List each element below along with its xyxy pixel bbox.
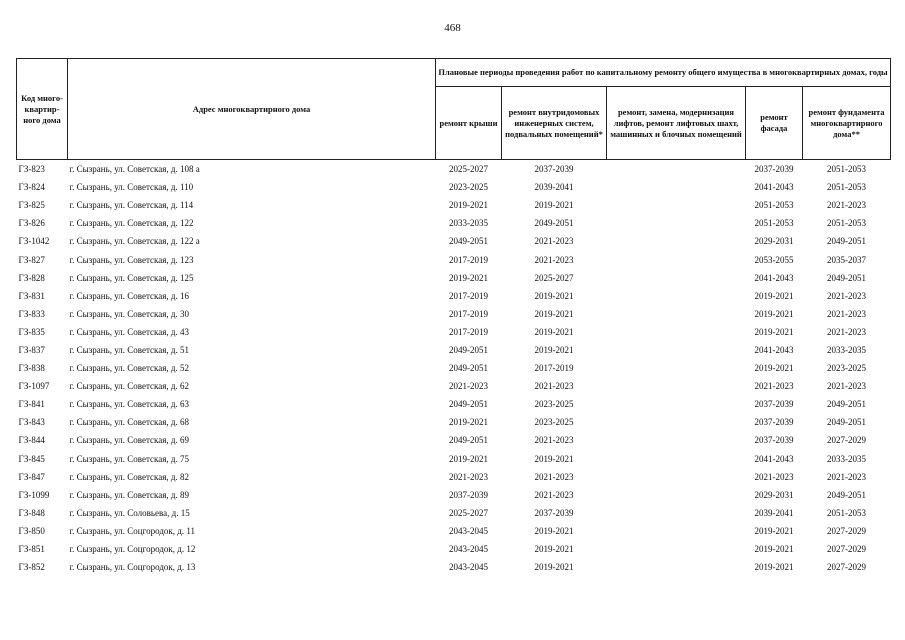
cell-elevator [607, 558, 746, 576]
cell-foundation: 2021-2023 [827, 290, 867, 301]
cell-internal: 2021-2023 [534, 236, 574, 247]
cell-code: ГЗ-845 [18, 453, 45, 464]
cell-code: ГЗ-1099 [18, 489, 50, 500]
cell-foundation: 2049-2051 [827, 272, 867, 283]
cell-elevator [607, 468, 746, 486]
cell-facade: 2051-2053 [754, 200, 794, 211]
cell-facade: 2037-2039 [754, 399, 794, 410]
cell-code: ГЗ-1097 [18, 381, 50, 392]
cell-roof: 2037-2039 [449, 489, 488, 500]
cell-foundation: 2051-2053 [803, 160, 891, 179]
cell-facade: 2053-2055 [754, 254, 794, 265]
cell-roof: 2049-2051 [449, 435, 488, 446]
cell-foundation: 2033-2035 [827, 453, 867, 464]
cell-address: г. Сызрань, ул. Соцгородок, д. 11 [69, 525, 196, 536]
cell-roof: 2019-2021 [449, 200, 488, 211]
header-roof: ремонт крыши [436, 87, 502, 160]
cell-foundation: 2021-2023 [827, 471, 867, 482]
cell-elevator [607, 341, 746, 359]
cell-address: г. Сызрань, ул. Советская, д. 51 [69, 344, 189, 355]
table-row [17, 431, 891, 449]
cell-foundation: 2051-2053 [827, 507, 867, 518]
cell-roof: 2017-2019 [449, 308, 488, 319]
cell-code: ГЗ-844 [18, 435, 45, 446]
cell-foundation: 2027-2029 [827, 562, 867, 573]
cell-internal: 2019-2021 [534, 290, 574, 301]
cell-elevator [607, 305, 746, 323]
cell-facade: 2041-2043 [754, 453, 794, 464]
cell-facade: 2051-2053 [754, 218, 794, 229]
cell-code: ГЗ-827 [18, 254, 45, 265]
cell-roof: 2025-2027 [449, 507, 488, 518]
header-elevator: ремонт, замена, модернизация лифтов, ремонт лифтовых шахт, машинных и блочных помещений [607, 87, 746, 160]
cell-internal: 2021-2023 [534, 471, 574, 482]
cell-foundation: 2035-2037 [827, 254, 867, 265]
cell-internal: 2049-2051 [534, 218, 574, 229]
cell-address: г. Сызрань, ул. Советская, д. 52 [69, 363, 189, 374]
cell-elevator [607, 196, 746, 214]
cell-address: г. Сызрань, ул. Советская, д. 62 [69, 381, 189, 392]
cell-code: ГЗ-838 [18, 363, 45, 374]
table-row [17, 287, 891, 305]
cell-roof: 2021-2023 [449, 381, 488, 392]
cell-code: ГЗ-843 [18, 417, 45, 428]
cell-roof: 2043-2045 [449, 525, 488, 536]
cell-elevator [607, 522, 746, 540]
cell-address: г. Сызрань, ул. Советская, д. 69 [69, 435, 189, 446]
table-row [17, 450, 891, 468]
cell-foundation: 2049-2051 [827, 489, 867, 500]
cell-code: ГЗ-828 [18, 272, 45, 283]
table-row [17, 486, 891, 504]
cell-foundation: 2021-2023 [827, 381, 867, 392]
cell-address: г. Сызрань, ул. Советская, д. 82 [69, 471, 189, 482]
cell-code: ГЗ-841 [18, 399, 45, 410]
page-number: 468 [444, 22, 461, 34]
header-internal: ремонт внутридомовых инженерных систем, подвальных помещений* [502, 87, 607, 160]
cell-facade: 2041-2043 [754, 272, 794, 283]
cell-address: г. Сызрань, ул. Советская, д. 89 [69, 489, 189, 500]
cell-elevator [607, 431, 746, 449]
table-row [17, 359, 891, 377]
cell-internal: 2019-2021 [534, 344, 574, 355]
cell-internal: 2019-2021 [534, 562, 574, 573]
cell-foundation: 2049-2051 [827, 399, 867, 410]
cell-elevator [607, 413, 746, 431]
cell-roof: 2049-2051 [449, 344, 488, 355]
cell-address: г. Сызрань, ул. Соцгородок, д. 12 [69, 544, 196, 555]
cell-facade: 2037-2039 [754, 435, 794, 446]
cell-internal: 2019-2021 [534, 525, 574, 536]
cell-facade: 2021-2023 [754, 471, 794, 482]
cell-internal: 2021-2023 [534, 435, 574, 446]
cell-roof: 2043-2045 [449, 562, 488, 573]
cell-elevator [607, 377, 746, 395]
table-row [17, 214, 891, 232]
cell-roof: 2019-2021 [449, 272, 488, 283]
cell-internal: 2039-2041 [534, 182, 574, 193]
table-row [17, 504, 891, 522]
cell-elevator [607, 214, 746, 232]
cell-foundation: 2049-2051 [827, 417, 867, 428]
capital-repair-schedule-table [16, 58, 891, 576]
header-group: Плановые периоды проведения работ по капитальному ремонту общего имущества в многоквартирных домах, годы [436, 59, 891, 87]
cell-roof: 2017-2019 [449, 290, 488, 301]
cell-code: ГЗ-848 [18, 507, 45, 518]
cell-roof: 2019-2021 [449, 453, 488, 464]
cell-internal: 2019-2021 [534, 544, 574, 555]
cell-roof: 2025-2027 [436, 160, 502, 179]
cell-elevator [607, 395, 746, 413]
cell-facade: 2037-2039 [754, 417, 794, 428]
cell-facade: 2041-2043 [754, 344, 794, 355]
cell-facade: 2019-2021 [754, 544, 794, 555]
cell-elevator [607, 323, 746, 341]
cell-internal: 2023-2025 [534, 417, 574, 428]
cell-facade: 2019-2021 [754, 326, 794, 337]
cell-address: г. Сызрань, ул. Советская, д. 16 [69, 290, 189, 301]
cell-elevator [607, 450, 746, 468]
cell-foundation: 2021-2023 [827, 326, 867, 337]
table-row [17, 232, 891, 250]
cell-code: ГЗ-835 [18, 326, 45, 337]
table-row [17, 558, 891, 576]
cell-internal: 2037-2039 [502, 160, 607, 179]
cell-address: г. Сызрань, ул. Советская, д. 110 [69, 182, 194, 193]
table-row [17, 196, 891, 214]
cell-foundation: 2033-2035 [827, 344, 867, 355]
cell-roof: 2021-2023 [449, 471, 488, 482]
cell-address: г. Сызрань, ул. Советская, д. 122 [69, 218, 194, 229]
cell-internal: 2019-2021 [534, 453, 574, 464]
cell-foundation: 2051-2053 [827, 218, 867, 229]
cell-roof: 2043-2045 [449, 544, 488, 555]
cell-code: ГЗ-837 [18, 344, 45, 355]
cell-elevator [607, 178, 746, 196]
table-row [17, 305, 891, 323]
cell-foundation: 2027-2029 [827, 435, 867, 446]
cell-code: ГЗ-850 [18, 525, 45, 536]
cell-code: ГЗ-831 [18, 290, 45, 301]
cell-address: г. Сызрань, ул. Советская, д. 114 [69, 200, 194, 211]
cell-internal: 2021-2023 [534, 489, 574, 500]
cell-code: ГЗ-826 [18, 218, 45, 229]
cell-facade: 2037-2039 [746, 160, 803, 179]
table-row [17, 377, 891, 395]
cell-foundation: 2021-2023 [827, 200, 867, 211]
cell-internal: 2017-2019 [534, 363, 574, 374]
cell-code: ГЗ-825 [18, 200, 45, 211]
cell-roof: 2017-2019 [449, 326, 488, 337]
cell-code: ГЗ-851 [18, 544, 45, 555]
cell-facade: 2019-2021 [754, 290, 794, 301]
cell-address: г. Сызрань, ул. Советская, д. 68 [69, 417, 189, 428]
cell-roof: 2049-2051 [449, 363, 488, 374]
cell-roof: 2023-2025 [449, 182, 488, 193]
cell-facade: 2019-2021 [754, 363, 794, 374]
cell-elevator [607, 232, 746, 250]
cell-roof: 2019-2021 [449, 417, 488, 428]
cell-roof: 2017-2019 [449, 254, 488, 265]
table-row [17, 540, 891, 558]
cell-facade: 2029-2031 [754, 489, 794, 500]
cell-facade: 2021-2023 [754, 381, 794, 392]
cell-internal: 2019-2021 [534, 200, 574, 211]
cell-elevator [607, 250, 746, 268]
header-code: Код много-квартир-ного дома [17, 59, 68, 160]
cell-foundation: 2027-2029 [827, 544, 867, 555]
cell-code: ГЗ-833 [18, 308, 45, 319]
cell-elevator [607, 504, 746, 522]
header-address: Адрес многоквартирного дома [68, 59, 436, 160]
cell-internal: 2025-2027 [534, 272, 574, 283]
cell-internal: 2023-2025 [534, 399, 574, 410]
cell-facade: 2039-2041 [754, 507, 794, 518]
cell-facade: 2019-2021 [754, 562, 794, 573]
cell-address: г. Сызрань, ул. Советская, д. 30 [69, 308, 189, 319]
cell-elevator [607, 359, 746, 377]
cell-address: г. Сызрань, ул. Советская, д. 125 [69, 272, 194, 283]
cell-internal: 2037-2039 [534, 507, 574, 518]
cell-code: ГЗ-847 [18, 471, 45, 482]
cell-roof: 2049-2051 [449, 236, 488, 247]
cell-internal: 2021-2023 [534, 254, 574, 265]
cell-elevator [607, 160, 746, 179]
cell-facade: 2019-2021 [754, 525, 794, 536]
table-row [17, 341, 891, 359]
header-foundation: ремонт фундамента многоквартирного дома** [803, 87, 891, 160]
cell-address: г. Сызрань, ул. Советская, д. 123 [69, 254, 194, 265]
cell-address: г. Сызрань, ул. Соцгородок, д. 13 [69, 562, 196, 573]
cell-address: г. Сызрань, ул. Советская, д. 122 а [69, 236, 200, 247]
cell-elevator [607, 486, 746, 504]
table-row [17, 178, 891, 196]
table-row [17, 269, 891, 287]
cell-code: ГЗ-823 [17, 160, 68, 179]
cell-internal: 2019-2021 [534, 308, 574, 319]
cell-roof: 2033-2035 [449, 218, 488, 229]
table-row [17, 413, 891, 431]
cell-code: ГЗ-824 [18, 182, 45, 193]
table-body [17, 160, 891, 577]
cell-internal: 2021-2023 [534, 381, 574, 392]
table-row [17, 522, 891, 540]
cell-internal: 2019-2021 [534, 326, 574, 337]
cell-elevator [607, 287, 746, 305]
cell-elevator [607, 269, 746, 287]
header-facade: ремонт фасада [746, 87, 803, 160]
cell-code: ГЗ-852 [18, 562, 45, 573]
cell-foundation: 2021-2023 [827, 308, 867, 319]
cell-address: г. Сызрань, ул. Советская, д. 63 [69, 399, 189, 410]
cell-facade: 2019-2021 [754, 308, 794, 319]
table-row [17, 323, 891, 341]
cell-address: г. Сызрань, ул. Советская, д. 75 [69, 453, 189, 464]
table-row [17, 250, 891, 268]
table-row [17, 395, 891, 413]
cell-foundation: 2023-2025 [827, 363, 867, 374]
cell-address: г. Сызрань, ул. Соловьева, д. 15 [69, 507, 190, 518]
table-row [17, 160, 891, 179]
cell-foundation: 2049-2051 [827, 236, 867, 247]
cell-elevator [607, 540, 746, 558]
cell-code: ГЗ-1042 [18, 236, 50, 247]
table-row [17, 468, 891, 486]
cell-address: г. Сызрань, ул. Советская, д. 43 [69, 326, 189, 337]
cell-foundation: 2027-2029 [827, 525, 867, 536]
cell-address: г. Сызрань, ул. Советская, д. 108 а [68, 160, 436, 179]
cell-facade: 2029-2031 [754, 236, 794, 247]
cell-facade: 2041-2043 [754, 182, 794, 193]
cell-foundation: 2051-2053 [827, 182, 867, 193]
cell-roof: 2049-2051 [449, 399, 488, 410]
